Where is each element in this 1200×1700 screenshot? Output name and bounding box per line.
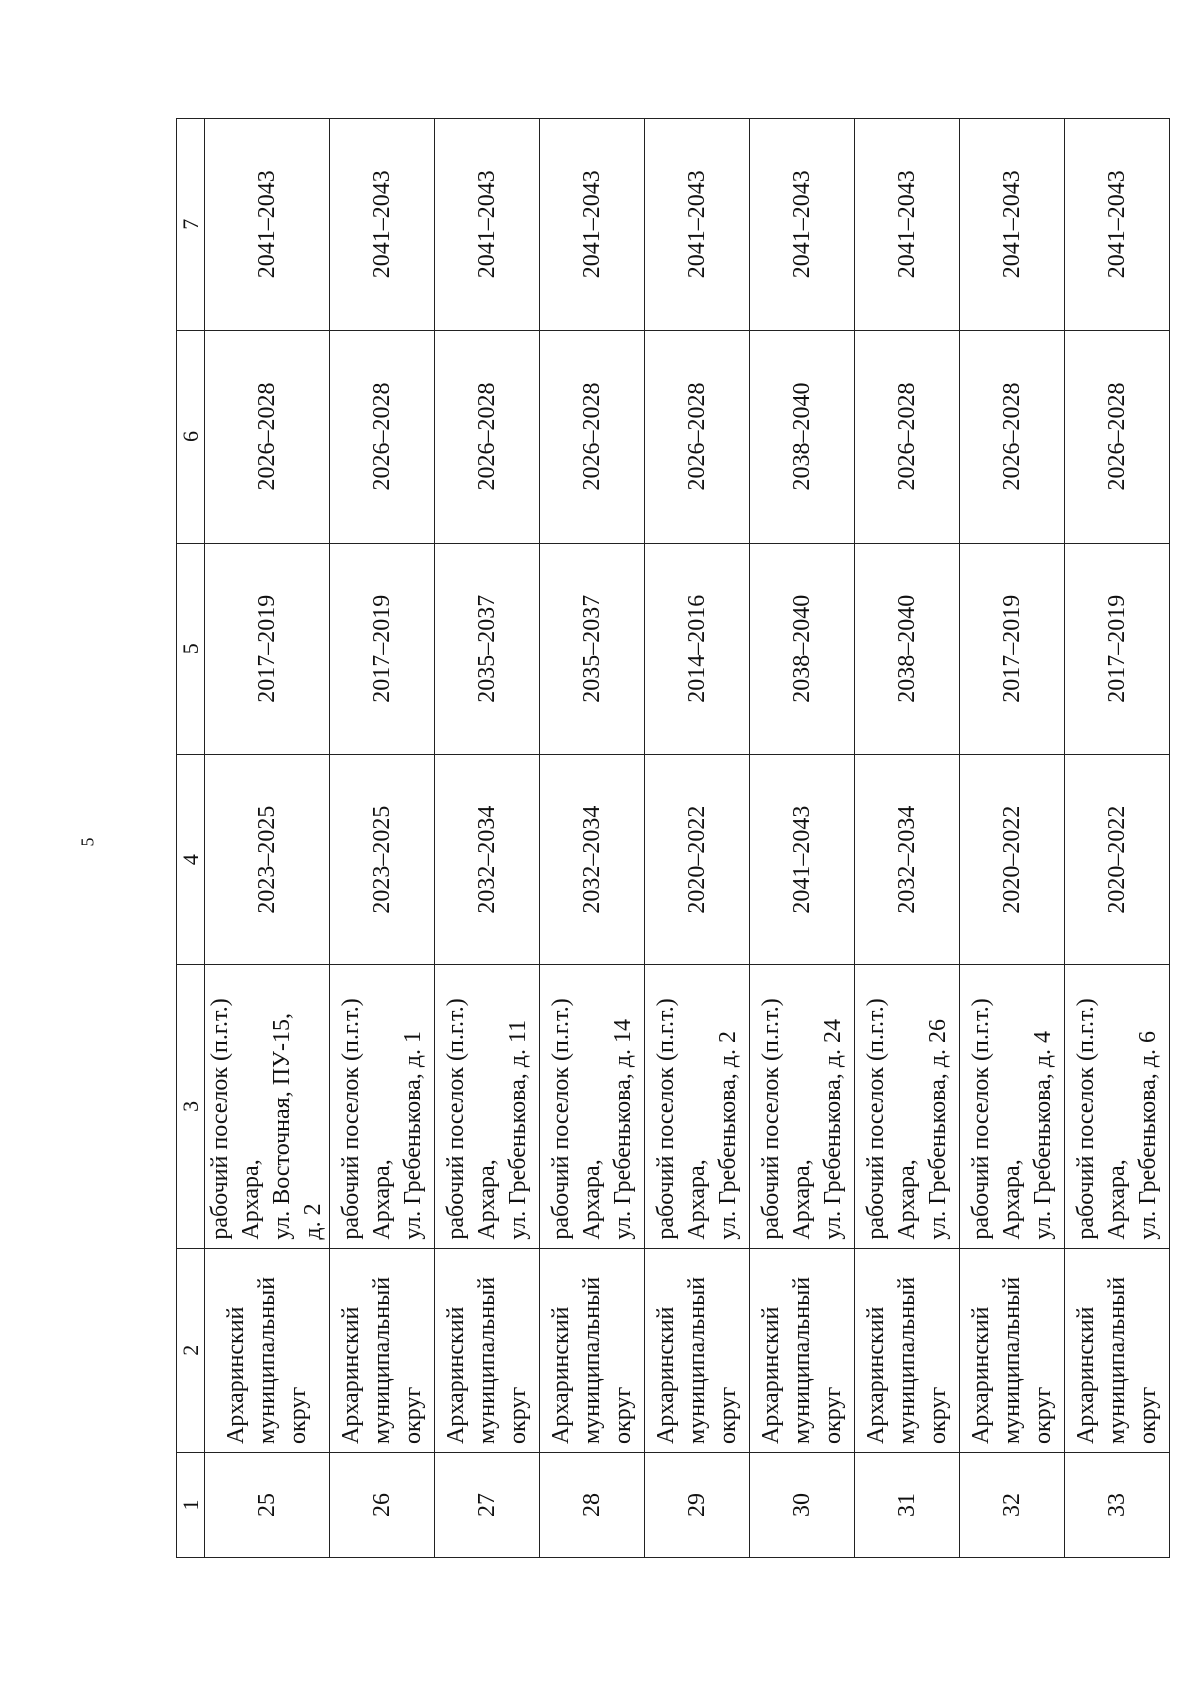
period-col-5: 2017–2019 xyxy=(1065,543,1170,755)
district-cell xyxy=(205,1248,330,1452)
address-line: ул. Гребенькова, д. 26 xyxy=(924,1019,951,1240)
district-line: Архаринский xyxy=(337,1306,364,1444)
district-line: округ xyxy=(924,1386,951,1444)
address-line: Архара, xyxy=(578,1159,605,1240)
row-number: 25 xyxy=(205,1452,330,1557)
address-line: Архара, xyxy=(473,1159,500,1240)
row-number: 26 xyxy=(330,1452,435,1557)
table-row xyxy=(960,119,1065,1558)
district-line: округ xyxy=(284,1386,311,1444)
period-col-4: 2020–2022 xyxy=(1065,755,1170,965)
district-line: муниципальный xyxy=(473,1276,500,1444)
address-line: рабочий поселок (п.г.т.) xyxy=(337,998,364,1240)
row-number: 32 xyxy=(960,1452,1065,1557)
address-line: Архара, xyxy=(998,1159,1025,1240)
table-container xyxy=(176,118,1161,1558)
address-line: ул. Гребенькова, д. 11 xyxy=(504,1019,531,1240)
address-cell xyxy=(435,965,540,1248)
address-cell xyxy=(205,965,330,1248)
period-col-7: 2041–2043 xyxy=(750,119,855,331)
period-col-4: 2023–2025 xyxy=(205,755,330,965)
period-col-7: 2041–2043 xyxy=(960,119,1065,331)
district-line: муниципальный xyxy=(893,1276,920,1444)
period-col-6: 2038–2040 xyxy=(750,330,855,543)
period-col-4: 2032–2034 xyxy=(435,755,540,965)
address-cell xyxy=(330,965,435,1248)
district-line: муниципальный xyxy=(1103,1276,1130,1444)
period-col-7: 2041–2043 xyxy=(540,119,645,331)
period-col-4: 2032–2034 xyxy=(540,755,645,965)
district-line: Архаринский xyxy=(967,1306,994,1444)
row-number: 30 xyxy=(750,1452,855,1557)
district-line: Архаринский xyxy=(547,1306,574,1444)
period-col-4: 2020–2022 xyxy=(960,755,1065,965)
period-col-5: 2038–2040 xyxy=(855,543,960,755)
district-line: Архаринский xyxy=(222,1306,249,1444)
district-line: муниципальный xyxy=(998,1276,1025,1444)
period-col-7: 2041–2043 xyxy=(435,119,540,331)
address-cell xyxy=(540,965,645,1248)
address-line: ул. Гребенькова, д. 1 xyxy=(399,1031,426,1240)
period-col-7: 2041–2043 xyxy=(330,119,435,331)
address-line: ул. Гребенькова, д. 4 xyxy=(1029,1031,1056,1240)
table-row xyxy=(330,119,435,1558)
table-row xyxy=(855,119,960,1558)
table-row xyxy=(1065,119,1170,1558)
address-line: Архара, xyxy=(893,1159,920,1240)
district-line: округ xyxy=(399,1386,426,1444)
district-line: муниципальный xyxy=(368,1276,395,1444)
district-cell xyxy=(1065,1248,1170,1452)
period-col-6: 2026–2028 xyxy=(855,330,960,543)
district-line: округ xyxy=(609,1386,636,1444)
row-number: 28 xyxy=(540,1452,645,1557)
schedule-table xyxy=(176,118,1170,1558)
period-col-5: 2038–2040 xyxy=(750,543,855,755)
address-line: Архара, xyxy=(683,1159,710,1240)
period-col-4: 2023–2025 xyxy=(330,755,435,965)
district-cell xyxy=(435,1248,540,1452)
address-line: рабочий поселок (п.г.т.) xyxy=(207,998,233,1240)
address-cell xyxy=(750,965,855,1248)
address-line: д. 2 xyxy=(300,1203,326,1240)
district-line: Архаринский xyxy=(1072,1306,1099,1444)
district-line: муниципальный xyxy=(253,1276,280,1444)
district-cell xyxy=(540,1248,645,1452)
period-col-4: 2020–2022 xyxy=(645,755,750,965)
address-line: ул. Гребенькова, д. 6 xyxy=(1134,1031,1161,1240)
address-cell xyxy=(960,965,1065,1248)
period-col-7: 2041–2043 xyxy=(1065,119,1170,331)
address-line: рабочий поселок (п.г.т.) xyxy=(442,998,469,1240)
period-col-4: 2041–2043 xyxy=(750,755,855,965)
table-row xyxy=(645,119,750,1558)
row-number: 31 xyxy=(855,1452,960,1557)
district-line: округ xyxy=(1029,1386,1056,1444)
district-line: муниципальный xyxy=(578,1276,605,1444)
district-line: округ xyxy=(714,1386,741,1444)
district-line: Архаринский xyxy=(862,1306,889,1444)
address-line: ул. Гребенькова, д. 24 xyxy=(819,1019,846,1240)
header-col-4: 4 xyxy=(177,755,205,965)
district-line: Архаринский xyxy=(652,1306,679,1444)
period-col-7: 2041–2043 xyxy=(645,119,750,331)
district-line: муниципальный xyxy=(788,1276,815,1444)
header-row xyxy=(177,119,205,1558)
period-col-6: 2026–2028 xyxy=(645,330,750,543)
district-cell xyxy=(645,1248,750,1452)
period-col-6: 2026–2028 xyxy=(435,330,540,543)
period-col-5: 2014–2016 xyxy=(645,543,750,755)
address-line: Архара, xyxy=(788,1159,815,1240)
period-col-5: 2017–2019 xyxy=(960,543,1065,755)
row-number: 27 xyxy=(435,1452,540,1557)
row-number: 33 xyxy=(1065,1452,1170,1557)
address-line: рабочий поселок (п.г.т.) xyxy=(757,998,784,1240)
address-line: ул. Гребенькова, д. 2 xyxy=(714,1031,741,1240)
row-number: 29 xyxy=(645,1452,750,1557)
address-line: Архара, xyxy=(1103,1159,1130,1240)
period-col-7: 2041–2043 xyxy=(205,119,330,331)
table-body xyxy=(205,119,1170,1558)
district-line: округ xyxy=(1134,1386,1161,1444)
period-col-6: 2026–2028 xyxy=(1065,330,1170,543)
table-row xyxy=(750,119,855,1558)
period-col-6: 2026–2028 xyxy=(330,330,435,543)
district-cell xyxy=(330,1248,435,1452)
header-col-3: 3 xyxy=(177,965,205,1248)
period-col-6: 2026–2028 xyxy=(960,330,1065,543)
period-col-5: 2035–2037 xyxy=(435,543,540,755)
district-cell xyxy=(960,1248,1065,1452)
period-col-5: 2017–2019 xyxy=(330,543,435,755)
header-col-6: 6 xyxy=(177,330,205,543)
header-col-5: 5 xyxy=(177,543,205,755)
address-cell xyxy=(645,965,750,1248)
district-line: Архаринский xyxy=(442,1306,469,1444)
address-cell xyxy=(1065,965,1170,1248)
district-line: округ xyxy=(504,1386,531,1444)
period-col-5: 2017–2019 xyxy=(205,543,330,755)
address-line: рабочий поселок (п.г.т.) xyxy=(1072,998,1099,1240)
address-cell xyxy=(855,965,960,1248)
address-line: ул. Гребенькова, д. 14 xyxy=(609,1019,636,1240)
address-line: Архара, xyxy=(368,1159,395,1240)
district-line: округ xyxy=(819,1386,846,1444)
period-col-4: 2032–2034 xyxy=(855,755,960,965)
header-col-1: 1 xyxy=(177,1452,205,1557)
period-col-5: 2035–2037 xyxy=(540,543,645,755)
table-row xyxy=(205,119,330,1558)
period-col-6: 2026–2028 xyxy=(205,330,330,543)
district-line: муниципальный xyxy=(683,1276,710,1444)
address-line: рабочий поселок (п.г.т.) xyxy=(547,998,574,1240)
address-line: рабочий поселок (п.г.т.) xyxy=(967,998,994,1240)
address-line: ул. Восточная, ПУ-15, xyxy=(269,1012,295,1240)
table-header xyxy=(177,119,205,1558)
period-col-7: 2041–2043 xyxy=(855,119,960,331)
period-col-6: 2026–2028 xyxy=(540,330,645,543)
header-col-7: 7 xyxy=(177,119,205,331)
table-row xyxy=(435,119,540,1558)
district-cell xyxy=(750,1248,855,1452)
header-col-2: 2 xyxy=(177,1248,205,1452)
table-row xyxy=(540,119,645,1558)
district-line: Архаринский xyxy=(757,1306,784,1444)
address-line: рабочий поселок (п.г.т.) xyxy=(652,998,679,1240)
address-line: Архара, xyxy=(238,1159,264,1240)
district-cell xyxy=(855,1248,960,1452)
page-number: 5 xyxy=(77,837,98,847)
address-line: рабочий поселок (п.г.т.) xyxy=(862,998,889,1240)
